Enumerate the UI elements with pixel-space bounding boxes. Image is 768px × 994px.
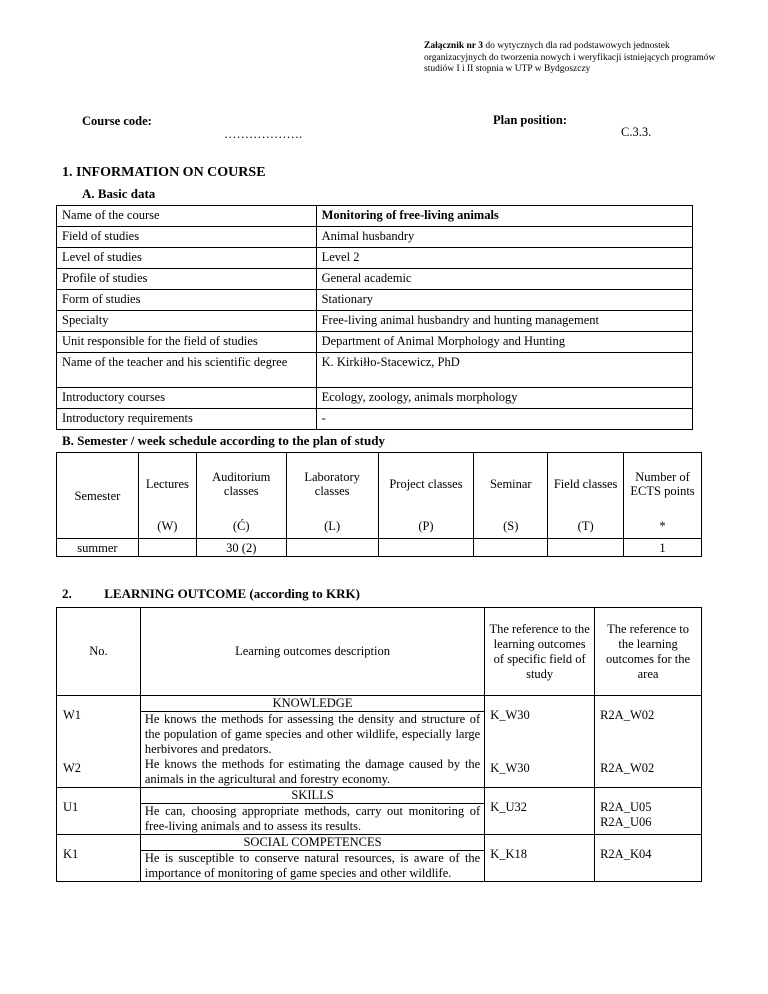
description-header: Learning outcomes description <box>140 608 484 696</box>
ref-area-k1: R2A_K04 <box>595 835 702 882</box>
field-header: Field classes <box>548 453 624 515</box>
row-label: Name of the teacher and his scientific degree <box>57 353 317 388</box>
row-value: K. Kirkiłło-Stacewicz, PhD <box>316 353 692 388</box>
ref-field-u1: K_U32 <box>485 788 595 835</box>
semester-header: Semester <box>57 453 139 539</box>
table-row <box>57 696 702 712</box>
schedule-header-row <box>57 453 702 515</box>
ref-field-w2: K_W30 <box>490 761 530 775</box>
outcome-description-w1: He knows the methods for assessing the density and structure of the population of game species and other wildlife, especially large herbivores and predators. <box>140 712 484 758</box>
row-value: Stationary <box>316 290 692 311</box>
table-row <box>57 788 702 804</box>
header-note-bold: Załącznik nr 3 <box>424 41 483 51</box>
learning-outcomes-table <box>56 607 702 882</box>
seminar-header: Seminar <box>474 453 548 515</box>
table-row <box>57 353 693 388</box>
ref-area-w2: R2A_W02 <box>600 761 655 775</box>
laboratory-header: Laboratory classes <box>286 453 378 515</box>
ects-value: 1 <box>624 539 702 557</box>
section-b-title: B. Semester / week schedule according to the plan of study <box>62 433 385 448</box>
semester-value: summer <box>57 539 139 557</box>
course-name-value: Monitoring of free-living animals <box>316 206 692 227</box>
laboratory-value <box>286 539 378 557</box>
outcome-no-u1: U1 <box>57 788 141 835</box>
field-code: (T) <box>548 515 624 539</box>
auditorium-value: 30 (2) <box>196 539 286 557</box>
ref-area-cell <box>595 696 702 788</box>
ref-field-cell <box>485 696 595 788</box>
auditorium-header: Auditorium classes <box>196 453 286 515</box>
ref-area-w1: R2A_W02 <box>600 708 655 722</box>
outcome-no-k1: K1 <box>57 835 141 882</box>
seminar-code: (S) <box>474 515 548 539</box>
lectures-value <box>138 539 196 557</box>
row-value: - <box>316 409 692 430</box>
table-row <box>57 248 693 269</box>
table-row <box>57 409 693 430</box>
ref-area-u1: R2A_U05 R2A_U06 <box>595 788 702 835</box>
ref-field-header: The reference to the learning outcomes of specific field of study <box>485 608 595 696</box>
table-row <box>57 835 702 851</box>
table-row <box>57 311 693 332</box>
ref-area-header: The reference to the learning outcomes for the area <box>595 608 702 696</box>
basic-data-table <box>56 205 693 430</box>
outcomes-header-row <box>57 608 702 696</box>
row-label: Field of studies <box>57 227 317 248</box>
outcome-no-w1: W1 <box>63 708 82 722</box>
section-2-title: 2. LEARNING OUTCOME (according to KRK) <box>62 586 360 601</box>
table-row <box>57 388 693 409</box>
row-label: Level of studies <box>57 248 317 269</box>
row-label: Form of studies <box>57 290 317 311</box>
row-value: General academic <box>316 269 692 290</box>
project-header: Project classes <box>378 453 474 515</box>
row-label: Introductory requirements <box>57 409 317 430</box>
auditorium-code: (Ć) <box>196 515 286 539</box>
table-row <box>57 269 693 290</box>
schedule-table <box>56 452 702 557</box>
row-label: Unit responsible for the field of studies <box>57 332 317 353</box>
ref-field-k1: K_K18 <box>485 835 595 882</box>
row-value: Level 2 <box>316 248 692 269</box>
header-note <box>424 41 724 76</box>
row-value: Free-living animal husbandry and hunting management <box>316 311 692 332</box>
header-note-text: do wytycznych dla rad podstawowych jednostek organizacyjnych do tworzenia nowych i weryfikacji istniejących programów studiów I i II stopnia w UTP w Bydgoszczy <box>424 41 716 74</box>
row-value: Animal husbandry <box>316 227 692 248</box>
outcome-no <box>57 696 141 788</box>
schedule-data-row <box>57 539 702 557</box>
ects-header: Number of ECTS points <box>624 453 702 515</box>
outcome-no-w2: W2 <box>63 761 82 775</box>
project-value <box>378 539 474 557</box>
course-code-value: ………………. <box>224 127 303 141</box>
course-code-label: Course code: <box>82 114 152 128</box>
outcome-description-w2: He knows the methods for estimating the damage caused by the animals in the agricultural and forestry economy. <box>140 757 484 788</box>
row-value: Ecology, zoology, animals morphology <box>316 388 692 409</box>
ref-field-w1: K_W30 <box>490 708 530 722</box>
row-label: Introductory courses <box>57 388 317 409</box>
row-label: Name of the course <box>57 206 317 227</box>
row-label: Profile of studies <box>57 269 317 290</box>
group-heading-skills: SKILLS <box>140 788 484 804</box>
table-row <box>57 332 693 353</box>
row-value: Department of Animal Morphology and Hunting <box>316 332 692 353</box>
row-label: Specialty <box>57 311 317 332</box>
table-row <box>57 227 693 248</box>
table-row <box>57 290 693 311</box>
seminar-value <box>474 539 548 557</box>
outcome-description-k1: He is susceptible to conserve natural resources, is aware of the importance of monitoring of game species and other wildlife. <box>140 851 484 882</box>
plan-position-label: Plan position: <box>493 113 567 127</box>
outcome-description-u1: He can, choosing appropriate methods, carry out monitoring of free-living animals and to assess its results. <box>140 804 484 835</box>
section-1-title: 1. INFORMATION ON COURSE <box>62 165 266 180</box>
lectures-code: (W) <box>138 515 196 539</box>
ects-code: * <box>624 515 702 539</box>
schedule-codes-row <box>57 515 702 539</box>
plan-position-value: C.3.3. <box>621 125 652 139</box>
group-heading-knowledge: KNOWLEDGE <box>140 696 484 712</box>
laboratory-code: (L) <box>286 515 378 539</box>
field-value <box>548 539 624 557</box>
no-header: No. <box>57 608 141 696</box>
section-1-subtitle: A. Basic data <box>82 186 156 201</box>
table-row <box>57 206 693 227</box>
lectures-header: Lectures <box>138 453 196 515</box>
project-code: (P) <box>378 515 474 539</box>
group-heading-social-competences: SOCIAL COMPETENCES <box>140 835 484 851</box>
